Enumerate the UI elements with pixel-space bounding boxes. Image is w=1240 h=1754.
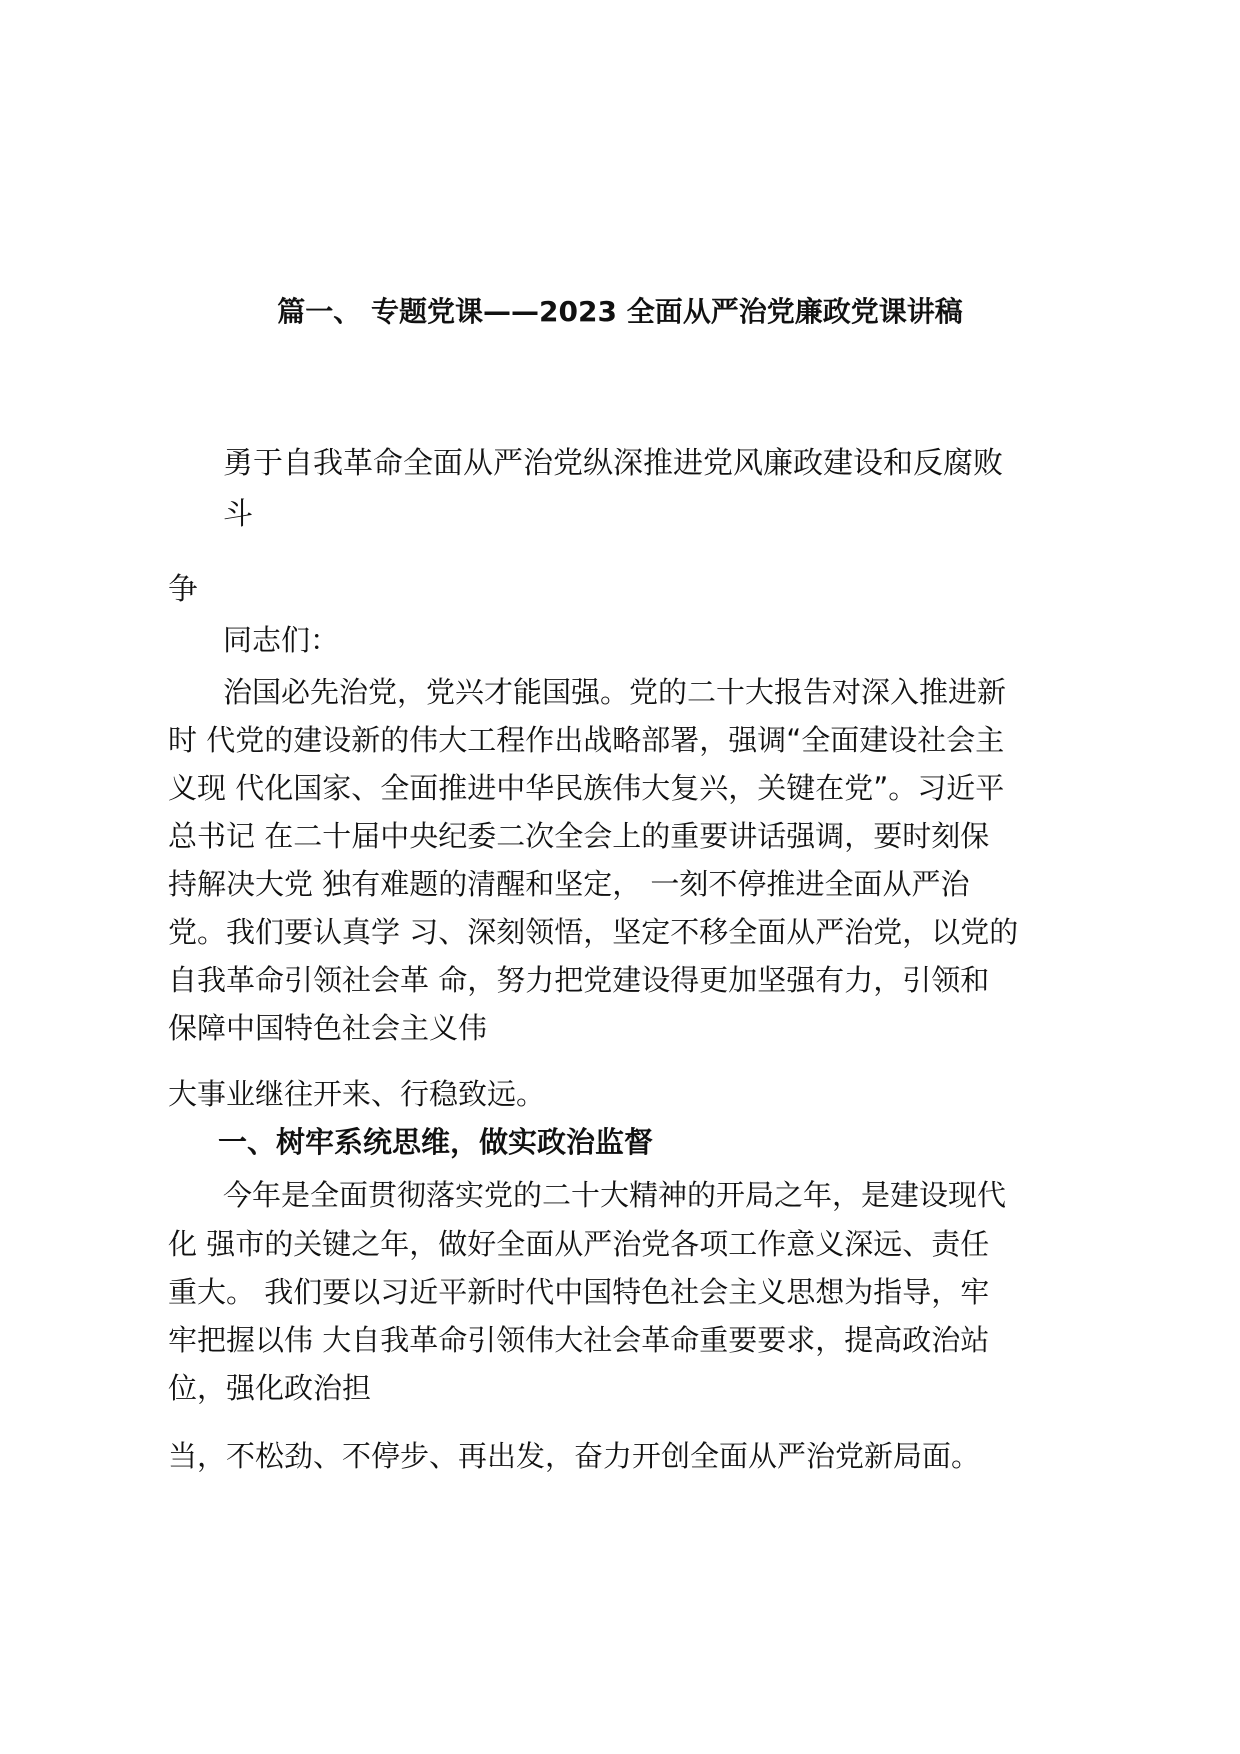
paragraph-line: 时 代党的建设新的伟大工程作出战略部署，强调“全面建设社会主 [168, 723, 1005, 757]
paragraph-line: 总书记 在二十届中央纪委二次全会上的重要讲话强调，要时刻保 [168, 819, 990, 853]
paragraph-line: 重大。 我们要以习近平新时代中国特色社会主义思想为指导，牢 [168, 1275, 990, 1309]
section-heading: 一、树牢系统思维，做实政治监督 [218, 1125, 654, 1159]
paragraph-line: 自我革命引领社会革 命，努力把党建设得更加坚强有力，引领和 [168, 963, 990, 997]
paragraph-line: 大事业继往开来、行稳致远。 [168, 1077, 546, 1111]
subtitle-line: 争 [168, 572, 198, 607]
paragraph-line: 位，强化政治担 [168, 1371, 372, 1405]
salutation: 同志们： [223, 623, 340, 657]
subtitle-line: 勇于自我革命全面从严治党纵深推进党风廉政建设和反腐败 [223, 446, 1003, 481]
paragraph-line: 义现 代化国家、全面推进中华民族伟大复兴，关键在党”。习近平 [168, 771, 1005, 805]
paragraph-line: 化 强市的关键之年，做好全面从严治党各项工作意义深远、责任 [168, 1227, 990, 1261]
document-title: 篇一、 专题党课——2023 全面从严治党廉政党课讲稿 [277, 295, 963, 328]
paragraph-line: 保障中国特色社会主义伟 [168, 1011, 488, 1045]
paragraph-line: 持解决大党 独有难题的清醒和坚定， 一刻不停推进全面从严治 [168, 867, 970, 901]
paragraph-line: 党。我们要认真学 习、深刻领悟，坚定不移全面从严治党，以党的 [168, 915, 1019, 949]
paragraph-line: 今年是全面贯彻落实党的二十大精神的开局之年，是建设现代 [223, 1178, 1007, 1212]
paragraph-line: 牢把握以伟 大自我革命引领伟大社会革命重要要求，提高政治站 [168, 1323, 990, 1357]
paragraph-line: 治国必先治党，党兴才能国强。党的二十大报告对深入推进新 [223, 675, 1007, 709]
subtitle-line: 斗 [223, 497, 253, 532]
paragraph-line: 当，不松劲、不停步、再出发，奋力开创全面从严治党新局面。 [168, 1439, 981, 1473]
